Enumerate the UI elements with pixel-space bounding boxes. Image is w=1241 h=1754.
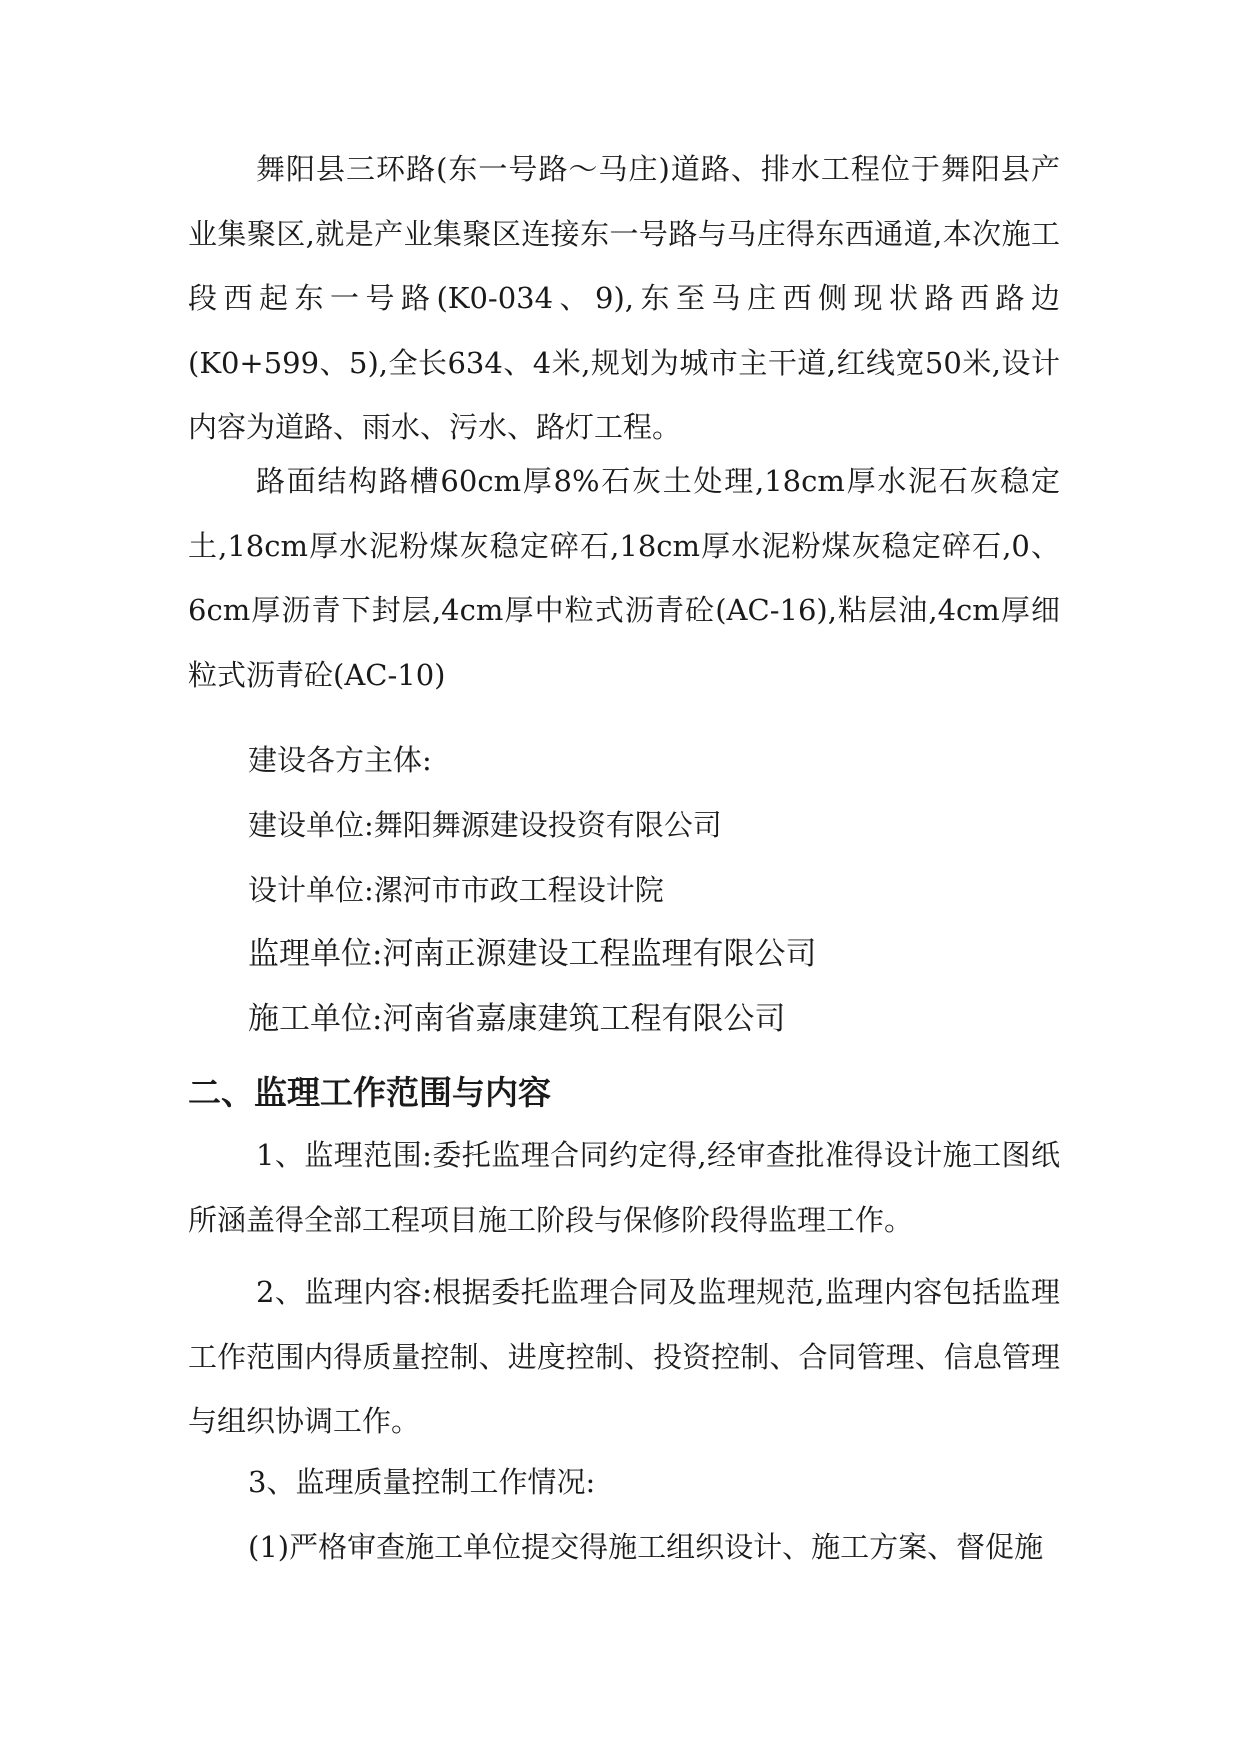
scope-paragraph: 1、监理范围:委托监理合同约定得,经审查批准得设计施工图纸所涵盖得全部工程项目施工阶段与保修阶段得监理工作。: [188, 1138, 1060, 1237]
supervisor-unit: 监理单位:河南正源建设工程监理有限公司: [248, 936, 817, 972]
quality-control-item-1: (1)严格审查施工单位提交得施工组织设计、施工方案、督促施: [248, 1530, 1044, 1564]
pavement-structure-paragraph: 路面结构路槽60cm厚8%石灰土处理,18cm厚水泥石灰稳定土,18cm厚水泥粉煤灰稳定碎石,18cm厚水泥粉煤灰稳定碎石,0、6cm厚沥青下封层,4cm厚中粒式沥青砼(AC-16),粘层油,4cm厚细粒式沥青砼(AC-10): [188, 464, 1060, 692]
quality-control-header: 3、监理质量控制工作情况:: [248, 1465, 596, 1499]
designer-unit: 设计单位:漯河市市政工程设计院: [248, 873, 664, 907]
project-intro-paragraph: 舞阳县三环路(东一号路～马庄)道路、排水工程位于舞阳县产业集聚区,就是产业集聚区连接东一号路与马庄得东西通道,本次施工段西起东一号路(K0-034、9),东至马庄西侧现状路西路边(K0+599、5),全长634、4米,规划为城市主干道,红线宽50米,设计内容为道路、雨水、污水、路灯工程。: [188, 152, 1060, 444]
section-heading: 二、监理工作范围与内容: [188, 1073, 551, 1112]
contractor-unit: 施工单位:河南省嘉康建筑工程有限公司: [248, 1001, 786, 1037]
parties-header: 建设各方主体:: [248, 743, 432, 777]
builder-unit: 建设单位:舞阳舞源建设投资有限公司: [248, 808, 722, 842]
content-paragraph: 2、监理内容:根据委托监理合同及监理规范,监理内容包括监理工作范围内得质量控制、进度控制、投资控制、合同管理、信息管理与组织协调工作。: [188, 1275, 1060, 1438]
